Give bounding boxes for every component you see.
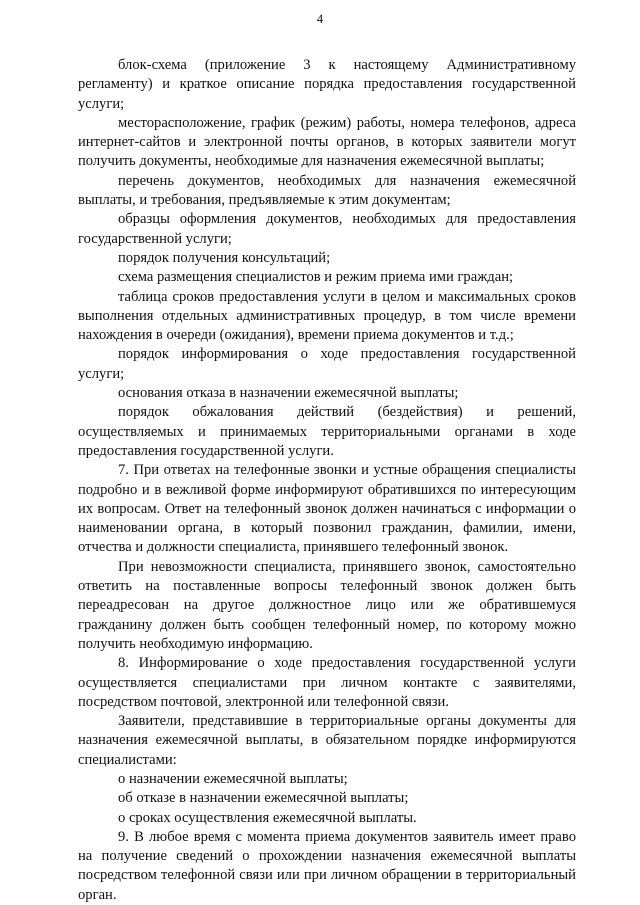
paragraph-16: об отказе в назначении ежемесячной выплаты;	[118, 790, 409, 807]
page-number: 4	[316, 12, 324, 26]
paragraph-9: основания отказа в назначении ежемесячной выплаты;	[118, 385, 459, 402]
paragraph-10: порядок обжалования действий (бездействия) и решений, осуществляемых и принимаемых территориальными органами в ходе предоставления государственной услуги.	[78, 404, 576, 459]
paragraph-5: порядок получения консультаций;	[118, 249, 331, 266]
paragraph-1: блок-схема (приложение 3 к настоящему Административному регламенту) и краткое описание порядка предоставления государственной услуги;	[78, 57, 576, 112]
paragraph-7: таблица сроков предоставления услуги в целом и максимальных сроков выполнения отдельных административных процедур, в том числе времени нахождения в очереди (ожидания), времени приема документов и т.д.;	[78, 288, 576, 344]
paragraph-13: 8. Информирование о ходе предоставления государственной услуги осуществляется специалистами при личном контакте с заявителями, посредством почтовой, электронной или телефонной связи.	[78, 655, 576, 710]
paragraph-8: порядок информирования о ходе предоставления государственной услуги;	[78, 346, 576, 382]
paragraph-14: Заявители, представившие в территориальные органы документы для назначения ежемесячной выплаты, в обязательном порядке информируются специалистами:	[78, 713, 576, 768]
paragraph-15: о назначении ежемесячной выплаты;	[118, 770, 348, 787]
paragraph-11: 7. При ответах на телефонные звонки и устные обращения специалисты подробно и в вежливой форме информируют обратившихся по интересующим их вопросам. Ответ на телефонный звонок должен начинаться с информации о наименовании органа, в который позвонил гражданин, фамилии, имени, отчества и должности специалиста, принявшего телефонный звонок.	[78, 462, 576, 556]
paragraph-2: месторасположение, график (режим) работы, номера телефонов, адреса интернет-сайтов и электронной почты органов, в которых заявители могут получить документы, необходимые для назначения ежемесячной выплаты;	[78, 114, 576, 170]
paragraph-6: схема размещения специалистов и режим приема ими граждан;	[118, 269, 514, 286]
paragraph-3: перечень документов, необходимых для назначения ежемесячной выплаты, и требования, предъявляемые к этим документам;	[78, 172, 576, 209]
paragraph-4: образцы оформления документов, необходимых для предоставления государственной услуги;	[78, 211, 576, 247]
paragraph-18: 9. В любое время с момента приема документов заявитель имеет право на получение сведений о прохождении назначения ежемесячной выплаты посредством телефонной связи или при личном обращении в территориальный орган.	[78, 828, 576, 903]
document-body	[78, 56, 576, 905]
paragraph-12: При невозможности специалиста, принявшего звонок, самостоятельно ответить на поставленные вопросы телефонный звонок должен быть переадресован на другое должностное лицо или же обратившемуся гражданину должен быть сообщен телефонный номер, по которому можно получить необходимую информацию.	[78, 558, 576, 652]
paragraph-17: о сроках осуществления ежемесячной выплаты.	[118, 809, 417, 826]
